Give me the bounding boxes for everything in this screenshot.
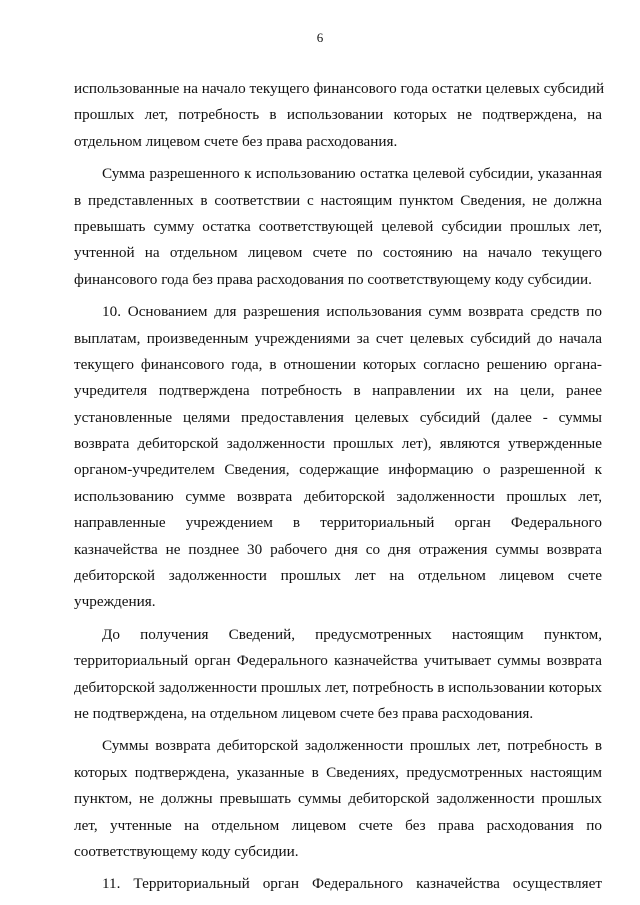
text-line: учтенной на отдельном лицевом счете по состоянию на начало текущего <box>74 244 602 262</box>
text-line: 10. Основанием для разрешения использования сумм возврата средств по <box>102 303 602 321</box>
text-line: дебиторской задолженности прошлых лет на отдельном лицевом счете <box>74 567 602 585</box>
text-line: направленные учреждением в территориальный орган Федерального <box>74 514 602 532</box>
text-line: которых подтверждена, указанные в Сведениях, предусмотренных настоящим <box>74 763 602 781</box>
text-line: в представленных в соответствии с настоящим пунктом Сведения, не должна <box>74 191 602 209</box>
text-line: прошлых лет, потребность в использовании которых не подтверждена, на <box>74 106 602 124</box>
text-line: учреждения. <box>74 593 156 611</box>
text-line: лет, учтенные на отдельном лицевом счете без права расходования по <box>74 816 602 834</box>
text-line: дебиторской задолженности прошлых лет, потребность в использовании которых <box>74 678 602 696</box>
text-line: выплатам, произведенным учреждениями за счет целевых субсидий до начала <box>74 329 602 347</box>
text-line: Суммы возврата дебиторской задолженности прошлых лет, потребность в <box>102 737 602 755</box>
text-line: использованию сумме возврата дебиторской задолженности прошлых лет, <box>74 487 602 505</box>
paragraph <box>74 76 605 155</box>
text-line: учредителя подтверждена потребность в направлении их на цели, ранее <box>74 382 602 400</box>
text-line: отдельном лицевом счете без права расходования. <box>74 132 398 150</box>
text-line: возврата дебиторской задолженности прошлых лет), являются утвержденные <box>74 435 602 453</box>
text-line: пунктом, не должны превышать суммы дебиторской задолженности прошлых <box>74 790 602 808</box>
paragraph <box>74 871 602 897</box>
text-line: установленные целями предоставления целевых субсидий (далее - суммы <box>74 408 602 426</box>
paragraph <box>74 622 602 728</box>
text-line: соответствующему коду субсидии. <box>74 842 299 860</box>
text-line: финансового года без права расходования по соответствующему коду субсидии. <box>74 270 592 288</box>
text-line: использованные на начало текущего финансового года остатки целевых субсидий <box>74 80 605 97</box>
text-line: 11. Территориальный орган Федерального казначейства осуществляет <box>102 875 602 893</box>
text-line: превышать сумму остатка соответствующей целевой субсидии прошлых лет, <box>74 217 602 235</box>
text-line: органом-учредителем Сведения, содержащие информацию о разрешенной к <box>74 461 602 479</box>
document-body <box>74 76 605 904</box>
paragraph <box>74 733 602 865</box>
text-line: Сумма разрешенного к использованию остатка целевой субсидии, указанная <box>102 165 602 183</box>
paragraph <box>74 161 602 293</box>
text-line: территориальный орган Федерального казначейства учитывает суммы возврата <box>74 652 602 670</box>
text-line: казначейства не позднее 30 рабочего дня со дня отражения суммы возврата <box>74 540 602 558</box>
text-line: До получения Сведений, предусмотренных настоящим пунктом, <box>102 625 602 643</box>
text-line: не подтверждена, на отдельном лицевом счете без права расходования. <box>74 704 534 722</box>
text-line: текущего финансового года, в отношении которых согласно решению органа- <box>74 355 602 373</box>
paragraph <box>74 299 602 616</box>
page-number: 6 <box>316 30 324 45</box>
